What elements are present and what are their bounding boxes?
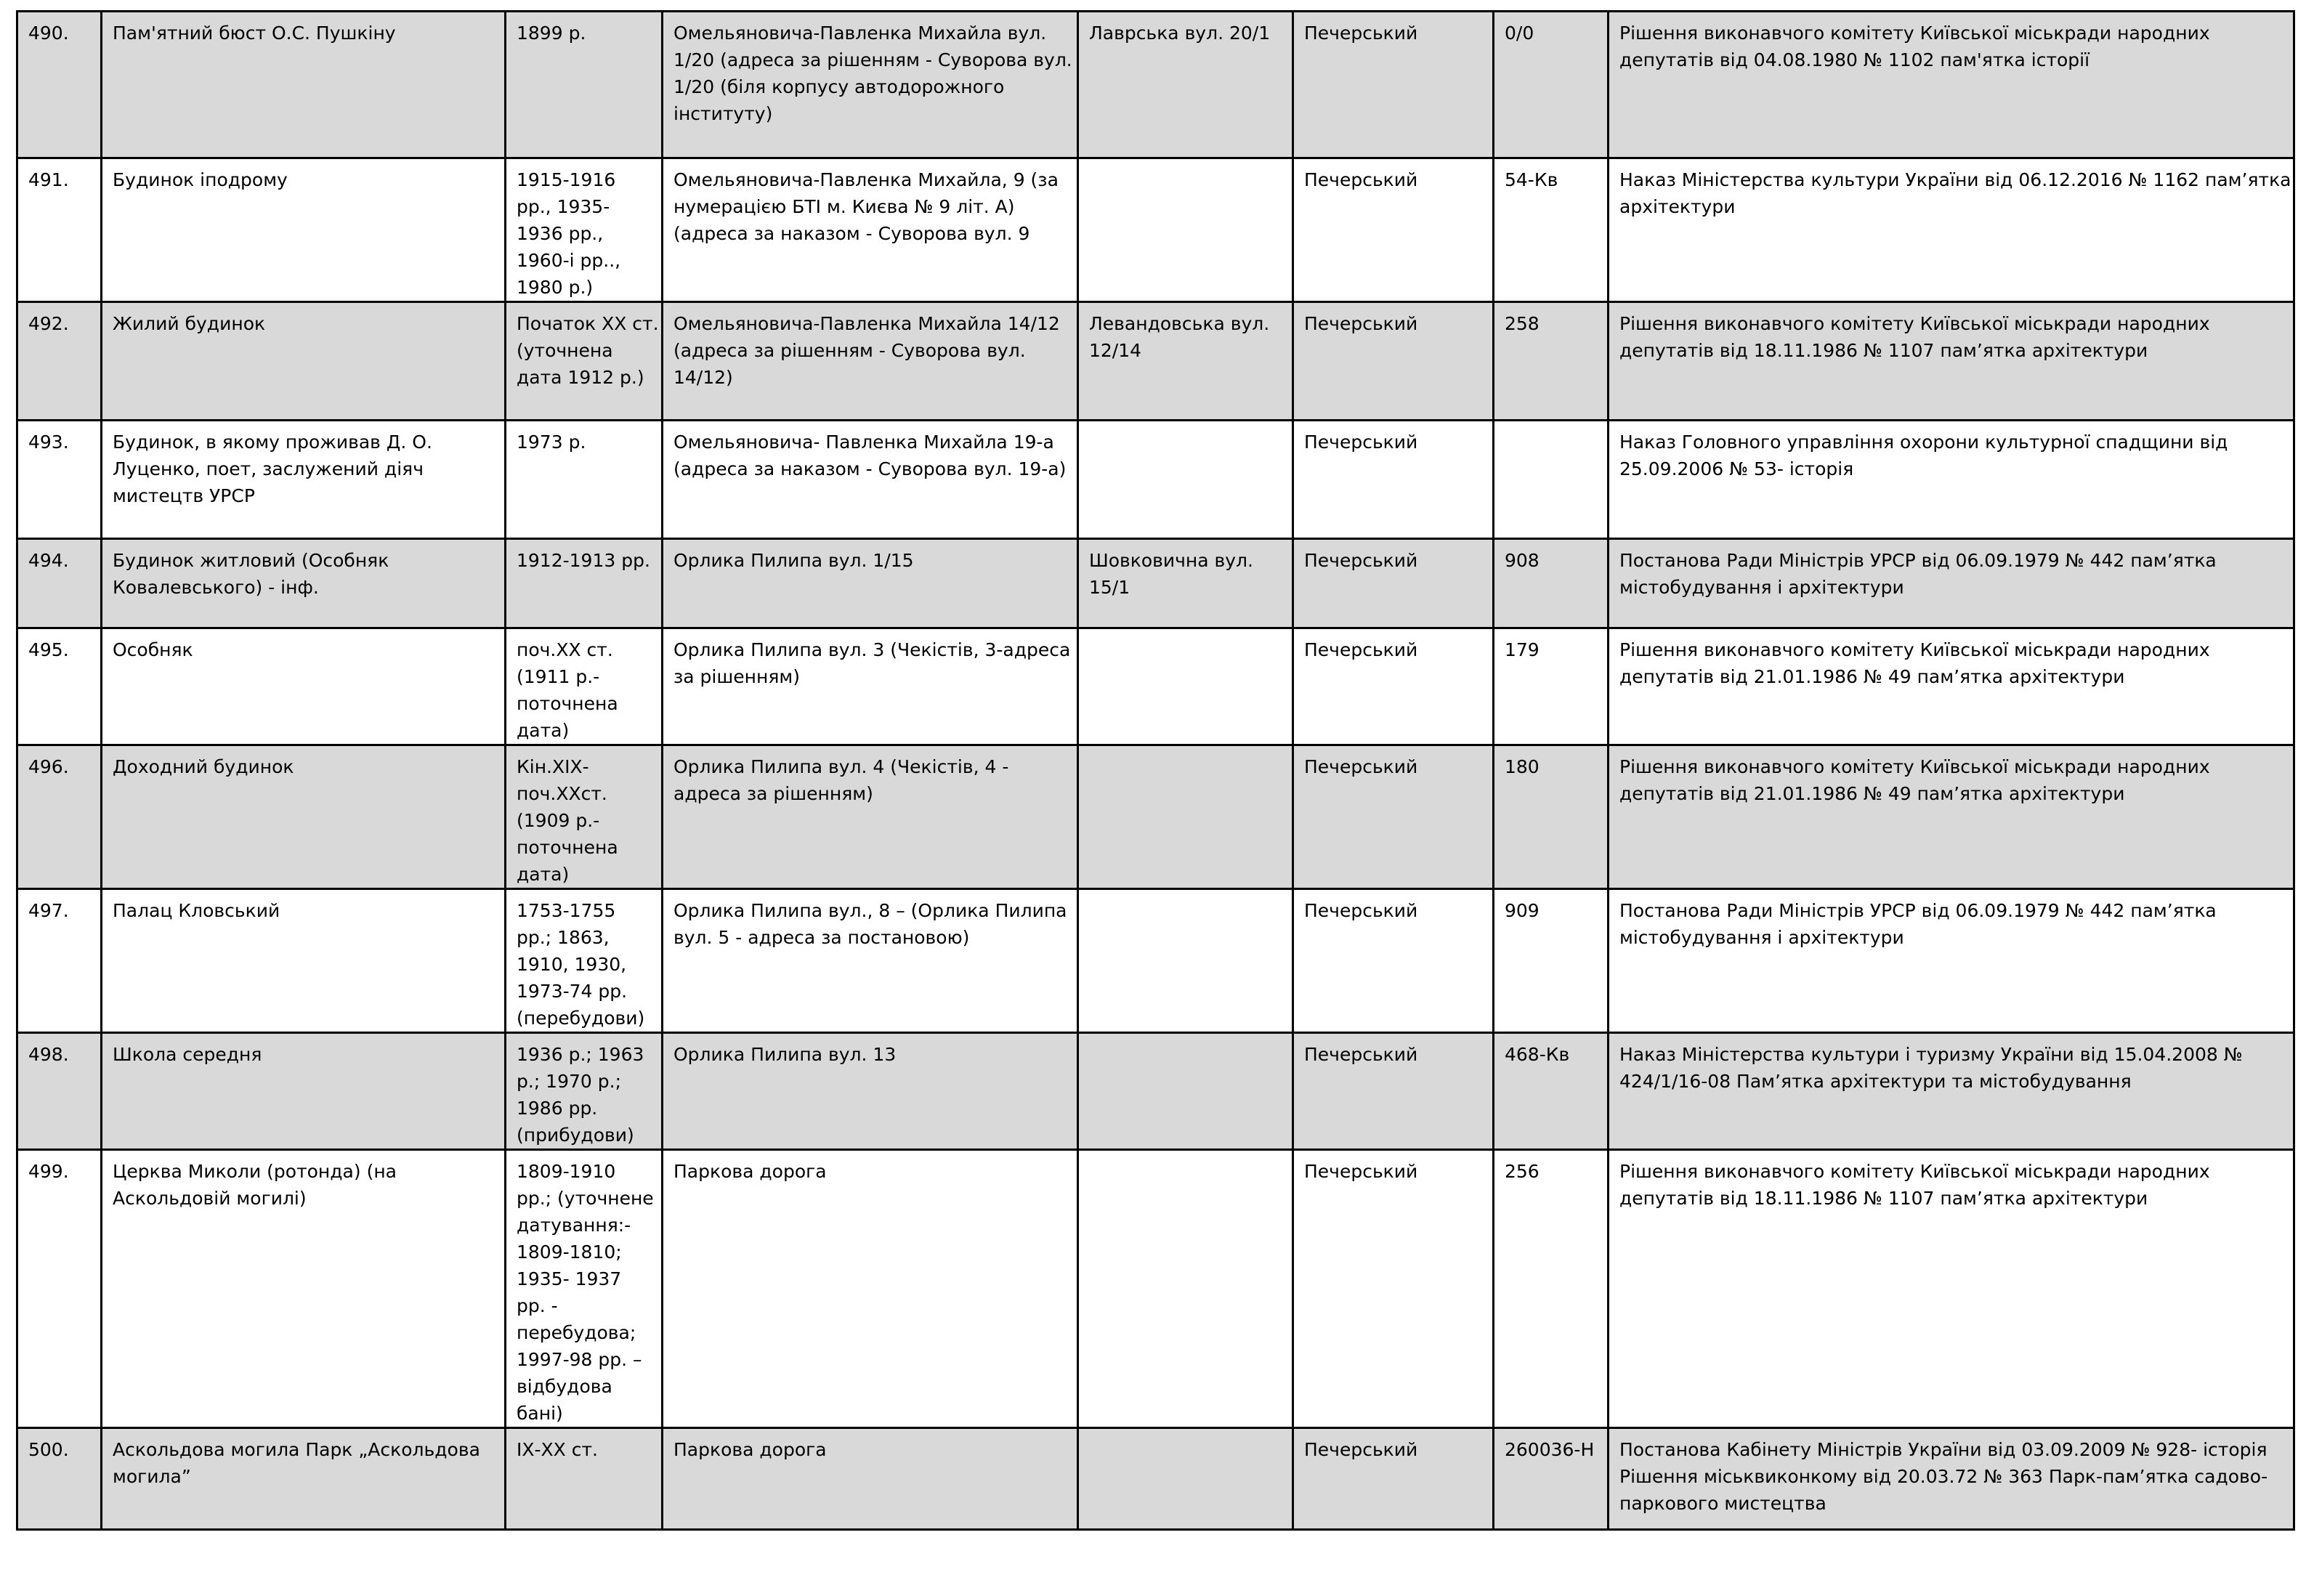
- dating-line: 1915-1916: [517, 169, 616, 190]
- dating-cell: [506, 889, 663, 1033]
- alt-address-cell: [1078, 539, 1293, 628]
- dating-line: 1936 р.; 1963: [517, 1044, 644, 1065]
- monument-name-line: Луценко, поет, заслужений діяч: [113, 458, 424, 479]
- protection-number-cell: 260036-Н: [1494, 1428, 1609, 1530]
- dating-line: поч.ХХ ст.: [517, 639, 613, 660]
- address-line: 1/20 (біля корпусу автодорожного: [673, 76, 1005, 97]
- row-number-cell: 500.: [17, 1428, 102, 1530]
- dating-cell: [506, 539, 663, 628]
- district-cell: Печерський: [1293, 1428, 1494, 1530]
- legal-document-line: Рішення виконавчого комітету Київської міськради народних: [1619, 639, 2210, 660]
- monument-name-cell: [102, 1150, 506, 1428]
- alt-address-cell: [1078, 1150, 1293, 1428]
- monument-name-line: Школа середня: [113, 1044, 262, 1065]
- monument-name-cell: [102, 421, 506, 539]
- alt-address-line: Лаврська вул. 20/1: [1089, 23, 1271, 44]
- table-row: [17, 745, 2294, 889]
- legal-document-line: Постанова Ради Міністрів УРСР від 06.09.1979 № 442 пам’ятка: [1619, 550, 2217, 571]
- address-line: Омельяновича- Павленка Михайла 19-а: [673, 432, 1054, 453]
- monument-name-line: Будинок, в якому проживав Д. О.: [113, 432, 432, 453]
- monument-name-line: Будинок іподрому: [113, 169, 288, 190]
- dating-line: дата): [517, 864, 570, 885]
- address-line: (адреса за рішенням - Суворова вул.: [673, 340, 1026, 361]
- alt-address-cell: [1078, 889, 1293, 1033]
- alt-address-cell: [1078, 158, 1293, 302]
- dating-line: рр., 1935-: [517, 196, 610, 217]
- table-row: [17, 302, 2294, 421]
- legal-document-line: Постанова Кабінету Міністрів України від 03.09.2009 № 928- історія: [1619, 1439, 2267, 1460]
- address-line: нумерацією БТІ м. Києва № 9 літ. А): [673, 196, 1015, 217]
- legal-document-line: Рішення виконавчого комітету Київської міськради народних: [1619, 1161, 2210, 1182]
- alt-address-cell: [1078, 302, 1293, 421]
- table-row: [17, 421, 2294, 539]
- protection-number-cell: 909: [1494, 889, 1609, 1033]
- monument-name-cell: [102, 158, 506, 302]
- address-cell: [663, 302, 1078, 421]
- dating-line: 1936 рр.,: [517, 223, 604, 244]
- address-line: (адреса за наказом - Суворова вул. 9: [673, 223, 1030, 244]
- dating-line: поч.ХХст.: [517, 783, 607, 804]
- legal-document-cell: [1609, 539, 2294, 628]
- alt-address-cell: [1078, 745, 1293, 889]
- legal-document-line: депутатів від 21.01.1986 № 49 пам’ятка архітектури: [1619, 783, 2125, 804]
- address-line: Паркова дорога: [673, 1161, 827, 1182]
- address-cell: [663, 745, 1078, 889]
- dating-line: рр. -: [517, 1295, 558, 1316]
- alt-address-line: 15/1: [1089, 577, 1130, 598]
- monument-name-line: Аскольдова могила Парк „Аскольдова: [113, 1439, 480, 1460]
- legal-document-line: 25.09.2006 № 53- історія: [1619, 458, 1854, 479]
- table-row: [17, 12, 2294, 158]
- row-number-cell: 491.: [17, 158, 102, 302]
- address-line: Паркова дорога: [673, 1439, 827, 1460]
- district-cell: Печерський: [1293, 889, 1494, 1033]
- dating-line: відбудова: [517, 1376, 612, 1397]
- monument-name-line: Жилий будинок: [113, 313, 266, 334]
- dating-line: (перебудови): [517, 1008, 645, 1029]
- protection-number-cell: 468-Кв: [1494, 1033, 1609, 1150]
- address-cell: [663, 421, 1078, 539]
- address-cell: [663, 1150, 1078, 1428]
- dating-line: 1997-98 рр. –: [517, 1349, 642, 1370]
- address-cell: [663, 1428, 1078, 1530]
- district-cell: Печерський: [1293, 1150, 1494, 1428]
- address-cell: [663, 12, 1078, 158]
- dating-line: дата): [517, 720, 570, 741]
- alt-address-line: Шовковична вул.: [1089, 550, 1253, 571]
- dating-line: бані): [517, 1403, 563, 1424]
- monument-name-line: Ковалевського) - інф.: [113, 577, 319, 598]
- address-cell: [663, 158, 1078, 302]
- protection-number-cell: 180: [1494, 745, 1609, 889]
- row-number-cell: 496.: [17, 745, 102, 889]
- alt-address-cell: [1078, 628, 1293, 745]
- district-cell: Печерський: [1293, 1033, 1494, 1150]
- dating-cell: [506, 12, 663, 158]
- row-number-cell: 495.: [17, 628, 102, 745]
- legal-document-line: Наказ Міністерства культури України від 06.12.2016 № 1162 пам’ятка: [1619, 169, 2291, 190]
- row-number-cell: 490.: [17, 12, 102, 158]
- dating-line: 1973-74 рр.: [517, 981, 628, 1002]
- dating-cell: [506, 421, 663, 539]
- row-number-cell: 498.: [17, 1033, 102, 1150]
- legal-document-cell: [1609, 1033, 2294, 1150]
- dating-line: р.; 1970 р.;: [517, 1071, 621, 1092]
- protection-number-cell: [1494, 421, 1609, 539]
- dating-line: 1980 р.): [517, 277, 594, 298]
- address-line: інституту): [673, 103, 773, 124]
- monument-name-cell: [102, 1428, 506, 1530]
- address-line: Орлика Пилипа вул., 8 – (Орлика Пилипа: [673, 900, 1067, 921]
- table-row: [17, 539, 2294, 628]
- dating-line: (1911 р.-: [517, 666, 600, 687]
- address-line: Орлика Пилипа вул. 13: [673, 1044, 897, 1065]
- monument-name-cell: [102, 745, 506, 889]
- address-line: Орлика Пилипа вул. 1/15: [673, 550, 914, 571]
- district-cell: Печерський: [1293, 12, 1494, 158]
- monument-name-line: Аскольдовій могилі): [113, 1188, 307, 1209]
- dating-cell: [506, 1428, 663, 1530]
- dating-line: рр.; 1863,: [517, 927, 610, 948]
- legal-document-line: Наказ Міністерства культури і туризму України від 15.04.2008 №: [1619, 1044, 2243, 1065]
- monument-name-line: Особняк: [113, 639, 193, 660]
- dating-line: ІХ-ХХ ст.: [517, 1439, 598, 1460]
- legal-document-line: Рішення виконавчого комітету Київської міськради народних: [1619, 23, 2210, 44]
- legal-document-cell: [1609, 1428, 2294, 1530]
- monument-name-line: Пам'ятний бюст О.С. Пушкіну: [113, 23, 396, 44]
- dating-cell: [506, 302, 663, 421]
- dating-line: поточнена: [517, 693, 618, 714]
- district-cell: Печерський: [1293, 302, 1494, 421]
- dating-line: 1809-1910: [517, 1161, 616, 1182]
- legal-document-line: містобудування і архітектури: [1619, 577, 1904, 598]
- legal-document-cell: [1609, 12, 2294, 158]
- monument-name-cell: [102, 1033, 506, 1150]
- dating-line: 1910, 1930,: [517, 954, 627, 975]
- dating-line: перебудова;: [517, 1322, 636, 1343]
- dating-line: (прибудови): [517, 1125, 634, 1146]
- heritage-register-table: [16, 10, 2295, 1531]
- alt-address-line: Левандовська вул.: [1089, 313, 1270, 334]
- legal-document-cell: [1609, 421, 2294, 539]
- monument-name-line: Палац Кловський: [113, 900, 280, 921]
- dating-line: Початок ХХ ст.: [517, 313, 659, 334]
- alt-address-cell: [1078, 12, 1293, 158]
- address-cell: [663, 628, 1078, 745]
- address-line: (адреса за наказом - Суворова вул. 19-а): [673, 458, 1067, 479]
- legal-document-line: містобудування і архітектури: [1619, 927, 1904, 948]
- table-row: [17, 1033, 2294, 1150]
- monument-name-cell: [102, 12, 506, 158]
- table-row: [17, 1150, 2294, 1428]
- dating-cell: [506, 1150, 663, 1428]
- legal-document-cell: [1609, 1150, 2294, 1428]
- dating-line: 1986 рр.: [517, 1098, 598, 1119]
- legal-document-line: депутатів від 18.11.1986 № 1107 пам’ятка архітектури: [1619, 1188, 2148, 1209]
- register-body: [17, 12, 2294, 1530]
- legal-document-line: депутатів від 04.08.1980 № 1102 пам'ятка історії: [1619, 49, 2090, 70]
- monument-name-line: могила”: [113, 1466, 191, 1487]
- alt-address-cell: [1078, 1033, 1293, 1150]
- heritage-register-page: [16, 10, 2293, 1531]
- legal-document-line: архітектури: [1619, 196, 1736, 217]
- row-number-cell: 493.: [17, 421, 102, 539]
- dating-line: поточнена: [517, 837, 618, 858]
- district-cell: Печерський: [1293, 745, 1494, 889]
- dating-line: (1909 р.-: [517, 810, 600, 831]
- district-cell: Печерський: [1293, 628, 1494, 745]
- protection-number-cell: 258: [1494, 302, 1609, 421]
- address-line: Омельяновича-Павленка Михайла, 9 (за: [673, 169, 1059, 190]
- legal-document-line: депутатів від 18.11.1986 № 1107 пам’ятка архітектури: [1619, 340, 2148, 361]
- legal-document-cell: [1609, 302, 2294, 421]
- dating-line: 1809-1810;: [517, 1241, 622, 1263]
- protection-number-cell: 256: [1494, 1150, 1609, 1428]
- district-cell: Печерський: [1293, 158, 1494, 302]
- row-number-cell: 499.: [17, 1150, 102, 1428]
- legal-document-line: Рішення виконавчого комітету Київської міськради народних: [1619, 313, 2210, 334]
- protection-number-cell: 0/0: [1494, 12, 1609, 158]
- dating-line: (уточнена: [517, 340, 613, 361]
- legal-document-line: паркового мистецтва: [1619, 1493, 1826, 1514]
- dating-line: 1753-1755: [517, 900, 616, 921]
- dating-line: 1935- 1937: [517, 1268, 622, 1289]
- legal-document-cell: [1609, 889, 2294, 1033]
- row-number-cell: 494.: [17, 539, 102, 628]
- dating-line: 1960-і рр..,: [517, 250, 621, 271]
- legal-document-line: Рішення виконавчого комітету Київської міськради народних: [1619, 756, 2210, 777]
- address-line: вул. 5 - адреса за постановою): [673, 927, 970, 948]
- protection-number-cell: 54-Кв: [1494, 158, 1609, 302]
- address-line: за рішенням): [673, 666, 800, 687]
- dating-line: датування:-: [517, 1215, 631, 1236]
- district-cell: Печерський: [1293, 421, 1494, 539]
- monument-name-cell: [102, 889, 506, 1033]
- dating-line: 1973 р.: [517, 432, 586, 453]
- address-line: 14/12): [673, 367, 733, 388]
- legal-document-cell: [1609, 628, 2294, 745]
- table-row: [17, 158, 2294, 302]
- monument-name-line: Будинок житловий (Особняк: [113, 550, 389, 571]
- dating-line: Кін.ХІХ-: [517, 756, 589, 777]
- dating-cell: [506, 1033, 663, 1150]
- row-number-cell: 497.: [17, 889, 102, 1033]
- dating-line: дата 1912 р.): [517, 367, 644, 388]
- dating-line: 1912-1913 рр.: [517, 550, 650, 571]
- legal-document-line: Постанова Ради Міністрів УРСР від 06.09.1979 № 442 пам’ятка: [1619, 900, 2217, 921]
- table-row: [17, 628, 2294, 745]
- dating-cell: [506, 158, 663, 302]
- legal-document-cell: [1609, 745, 2294, 889]
- monument-name-line: Церква Миколи (ротонда) (на: [113, 1161, 397, 1182]
- legal-document-cell: [1609, 158, 2294, 302]
- alt-address-line: 12/14: [1089, 340, 1142, 361]
- legal-document-line: Наказ Головного управління охорони культурної спадщини від: [1619, 432, 2228, 453]
- district-cell: Печерський: [1293, 539, 1494, 628]
- address-cell: [663, 539, 1078, 628]
- address-line: 1/20 (адреса за рішенням - Суворова вул.: [673, 49, 1072, 70]
- dating-line: 1899 р.: [517, 23, 586, 44]
- monument-name-cell: [102, 302, 506, 421]
- protection-number-cell: 179: [1494, 628, 1609, 745]
- address-line: Орлика Пилипа вул. 3 (Чекістів, 3-адреса: [673, 639, 1071, 660]
- table-row: [17, 889, 2294, 1033]
- protection-number-cell: 908: [1494, 539, 1609, 628]
- row-number-cell: 492.: [17, 302, 102, 421]
- dating-cell: [506, 628, 663, 745]
- address-cell: [663, 889, 1078, 1033]
- monument-name-cell: [102, 539, 506, 628]
- address-cell: [663, 1033, 1078, 1150]
- legal-document-line: Рішення міськвиконкому від 20.03.72 № 363 Парк-пам’ятка садово-: [1619, 1466, 2268, 1487]
- legal-document-line: 424/1/16-08 Пам’ятка архітектури та містобудування: [1619, 1071, 2132, 1092]
- address-line: Омельяновича-Павленка Михайла 14/12: [673, 313, 1060, 334]
- address-line: Омельяновича-Павленка Михайла вул.: [673, 23, 1047, 44]
- monument-name-line: мистецтв УРСР: [113, 485, 255, 506]
- address-line: адреса за рішенням): [673, 783, 873, 804]
- monument-name-cell: [102, 628, 506, 745]
- dating-line: рр.; (уточнене: [517, 1188, 654, 1209]
- alt-address-cell: [1078, 1428, 1293, 1530]
- address-line: Орлика Пилипа вул. 4 (Чекістів, 4 -: [673, 756, 1009, 777]
- monument-name-line: Доходний будинок: [113, 756, 294, 777]
- alt-address-cell: [1078, 421, 1293, 539]
- table-row: [17, 1428, 2294, 1530]
- legal-document-line: депутатів від 21.01.1986 № 49 пам’ятка архітектури: [1619, 666, 2125, 687]
- dating-cell: [506, 745, 663, 889]
